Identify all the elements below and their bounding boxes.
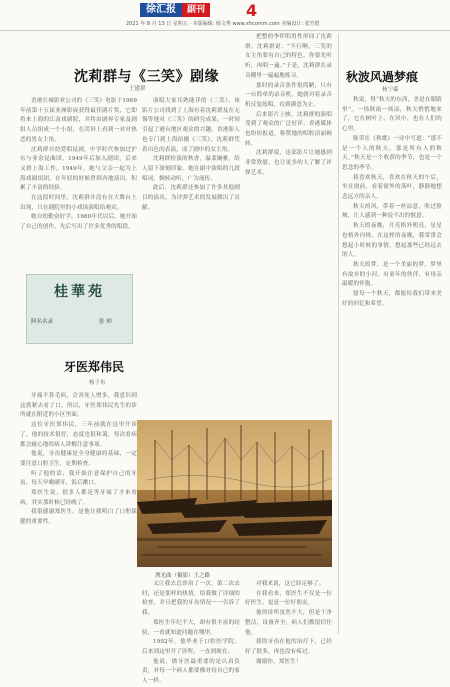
paragraph: 这位牙医郑伟民，三年前就在这里开诊了，他的技术很好，态度也很和蔼，每次看病都会耐心地给病人讲解注意事项。	[20, 422, 137, 448]
paragraph: 此后，沈莉群还参加了许多其他剧目的演出，为评弹艺术的发展做出了贡献。	[142, 185, 240, 211]
paragraph: 在我看来，郑医生不仅是一位好医生，更是一位好朋友。	[245, 590, 332, 607]
paragraph: 1992年，他毕业于口腔医学院，后来到这里开了诊所，一直到现在。	[142, 639, 240, 655]
masthead-title: 徐汇报	[140, 3, 182, 17]
paragraph: 郑医生年纪不大，却有很丰富的经验，一看就知道问题在哪里。	[142, 619, 240, 636]
main-article-col-2	[142, 97, 240, 415]
right-article-body	[342, 96, 442, 632]
paragraph: 把整的李伴唱男性形同了沈莉群。沈莉群说：“不行啊，三笑的女主角要有自己的特色，你要先听听，再唱一遍。”于是，沈莉群在录音棚里一遍遍地练习。	[245, 34, 332, 79]
paragraph: 后来影片上映，沈莉群的演唱受到了观众的广泛好评，香港媒体也纷纷报道，称赞她的唱腔清丽婉转。	[245, 111, 332, 147]
lower-article-title: 牙医郑伟民	[64, 360, 125, 374]
lower-article-col-2	[142, 580, 240, 685]
section-label: 副刊	[182, 3, 210, 17]
paragraph: 愿每一个秋天，都能给我们带来美好的回忆和希望。	[342, 291, 442, 307]
paragraph: 秋天的风，带着一丝凉意，吹过脸颊，让人感到一种说不出的惬意。	[342, 203, 442, 220]
paragraph: 他说，做牙医最重要的是认真负责，对每一个病人都要像对待自己的家人一样。	[142, 658, 240, 685]
feature-box-author: 张 帅	[99, 319, 112, 325]
header-divider	[0, 30, 450, 31]
paragraph: 香港长城影业公司的《三笑》电影于1969年前第十五届亚洲影展获得最佳剧片奖，它即将来上海的江南戏剧院，并将由剧界专家及剧组人员组成一个小组，在荧屏上看到一对对热恋的男女主角。	[20, 98, 137, 143]
paragraph: 我很感谢郑医生，是他让我明白了口腔保健的重要性。	[20, 509, 137, 526]
main-article-col-3	[245, 33, 332, 415]
lower-article-col-3	[245, 580, 332, 665]
feature-box-title: 桂華苑	[54, 284, 105, 300]
paragraph: 秋天的夜晚，月亮格外明亮，星星也格外闪烁。在这样的夜晚，我常常会想起小时候的事情，想起那些已经远去的人。	[342, 223, 442, 259]
column-divider	[338, 34, 339, 634]
masthead	[140, 3, 210, 17]
paragraph: 谢谢你，郑医生！	[256, 658, 302, 665]
photo-caption: 渔光曲（摄影）王之路	[155, 573, 211, 579]
feature-box-subtitle: 阿名名录	[31, 319, 54, 325]
page-header	[0, 0, 450, 34]
paragraph: 我的牙齿在他的治疗下，已经好了很多，再也没有疼过。	[245, 639, 332, 655]
feature-box	[26, 274, 133, 344]
paragraph: 郑医生说，很多人都是等牙痛了才来看病，其实那时候已经晚了。	[20, 490, 137, 506]
paragraph: 沈莉群扮演的秋香，温柔娴雅，给人留下深刻印象。她在剧中演唱的几段唱词，婉转动听，广为流传。	[142, 156, 240, 182]
main-article-byline: 王建群	[129, 86, 146, 92]
paragraph: 秋说，得“秋天的东西，美是在眼睛里”。一场秋雨一场凉，秋天悄悄地来了，它在树叶上、在风中，也在人们的心里。	[342, 97, 442, 133]
paragraph: 秋天的梦，是一个美丽的梦，梦里有故乡的小河，有童年的伙伴，有母亲温暖的怀抱。	[342, 261, 442, 288]
paragraph: 我喜欢秋天，喜欢在秋天的午后，坐在窗前，看着窗外的落叶，静静地想念远方的亲人。	[342, 174, 442, 201]
paragraph: 他说，牙齿健康是全身健康的基础，一定要注意口腔卫生，定期检查。	[20, 451, 137, 467]
paragraph: 她自幼勤奋好学，1980年代以后，她开始了自己的创作，先后写出了许多优秀的唱段。	[20, 214, 137, 231]
lower-article-col-1	[20, 392, 137, 630]
paragraph: 那时的录音条件很简陋，只有一台简单的录音机，她就对着录音机反复练唱，直到满意为止。	[245, 82, 332, 108]
paragraph: 牙痛不算毛病，会害死人增多，我意识到这抓紧去看了口，所以，牙医郑伟民先生的诊所就在附近的小区里面。	[20, 393, 137, 419]
info-line: 2021 年 8 月 13 日 星期五 · 本版编辑: 杨文秀 www.xhcomm.com 美编设计: 张竹银	[126, 21, 320, 27]
paragraph: 对我来说，这已经足够了。	[256, 581, 325, 587]
main-article-title: 沈莉群与《三笑》剧缘	[74, 69, 219, 85]
paragraph: 沈莉群说，这部影片让她感到非常欣慰，也让更多的人了解了评弹艺术。	[245, 150, 332, 176]
paragraph: 又让我去总诊治了一次，第二次去时，还是那样的热情，给我做了详细的检查，并且把我的牙齿情况一一告诉了我。	[142, 581, 240, 617]
paragraph: 沈莉群自幼爱唱昆剧，中学时代参加过沪东与业余昆曲团。1949年后加入剧团，后来又到上海工作。1949年，她与父亲一起为上海戏剧组团，在年轻的时候曾到各地演出，积累了丰富的经验。	[20, 146, 137, 192]
page-number: 4	[246, 1, 258, 20]
paragraph: 听了他的话，我开始注意保护自己的牙齿，每天早晚刷牙，饭后漱口。	[20, 470, 137, 487]
harbor-photo	[137, 420, 332, 567]
paragraph: 他的诊所虽然不大，但是干净整洁，设备齐全，病人们都很信任他。	[245, 610, 332, 636]
right-article-title: 秋波风過梦痕	[346, 70, 419, 84]
paragraph: 陈荣在《秋歌》一诗中写道：“那不是一个人的秋天，那是所有人的秋天。”秋天是一个收获的季节，也是一个思念的季节。	[342, 135, 442, 171]
lower-article-byline: 杨子东	[89, 380, 106, 386]
right-article-byline: 杨宁森	[382, 87, 399, 93]
main-article-col-1	[20, 97, 137, 267]
paragraph: 在这段时间里，沈莉群并没有在大舞台上出现，只在剧院里的小戏场演唱给观众。	[20, 195, 137, 211]
paragraph: 演唱大家耳熟能详的《三笑》，该影片公司找到了上海有着沈莉群及在无锡等地对《三笑》的研究成果，一时间引起了港台地区观众的兴趣，香港影人也专门到上海拍摄《三笑》，沈莉群凭着出色的表演，成了剧中的女主角。	[142, 98, 240, 153]
boats-illustration	[137, 420, 332, 567]
